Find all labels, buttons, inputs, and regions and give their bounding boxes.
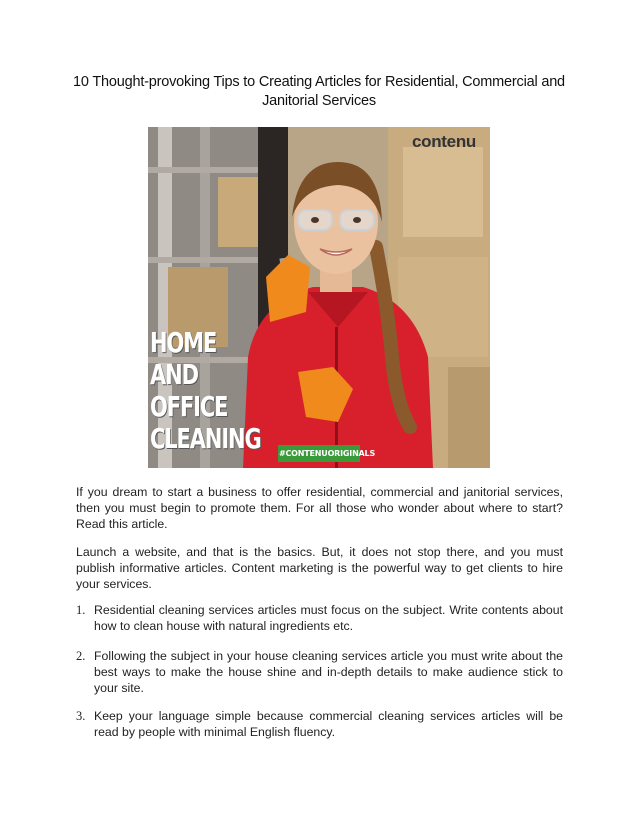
- caption-line: HOME: [150, 326, 217, 359]
- hero-image: [148, 127, 490, 468]
- tips-list: [76, 648, 563, 696]
- caption-line: OFFICE: [150, 390, 228, 423]
- list-number: 1.: [76, 603, 86, 617]
- caption-line: CLEANING: [150, 422, 261, 455]
- tips-list: [76, 602, 563, 634]
- list-number: 2.: [76, 649, 86, 663]
- tips-list: [76, 708, 563, 740]
- intro-paragraph: If you dream to start a business to offer residential, commercial and janitorial services, then you must begin to promote them. For all those who wonder about where to start? Read this article.: [76, 485, 563, 531]
- list-item: [76, 708, 563, 740]
- hashtag-label: #CONTENUORIGINALS: [279, 449, 376, 458]
- caption-line: AND: [150, 358, 198, 391]
- content-marketing-paragraph: Launch a website, and that is the basics. But, it does not stop there, and you must publish informative articles. Content marketing is the powerful way to get clients to hire your services.: [76, 545, 563, 591]
- list-text: Following the subject in your house cleaning services article you must write about the best ways to make the house shine and in-depth details to make audience stick to your site.: [94, 649, 563, 695]
- contenu-logo: contenu: [411, 132, 476, 151]
- list-text: Residential cleaning services articles must focus on the subject. Write contents about how to clean house with natural ingredients etc.: [94, 603, 563, 633]
- list-number: 3.: [76, 709, 86, 723]
- list-item: [76, 602, 563, 634]
- list-text: Keep your language simple because commercial cleaning services articles will be read by people with minimal English fluency.: [94, 709, 563, 739]
- hero-caption: [150, 327, 261, 455]
- page-title: 10 Thought-provoking Tips to Creating Articles for Residential, Commercial and Janitorial Services: [73, 74, 565, 109]
- list-item: [76, 648, 563, 696]
